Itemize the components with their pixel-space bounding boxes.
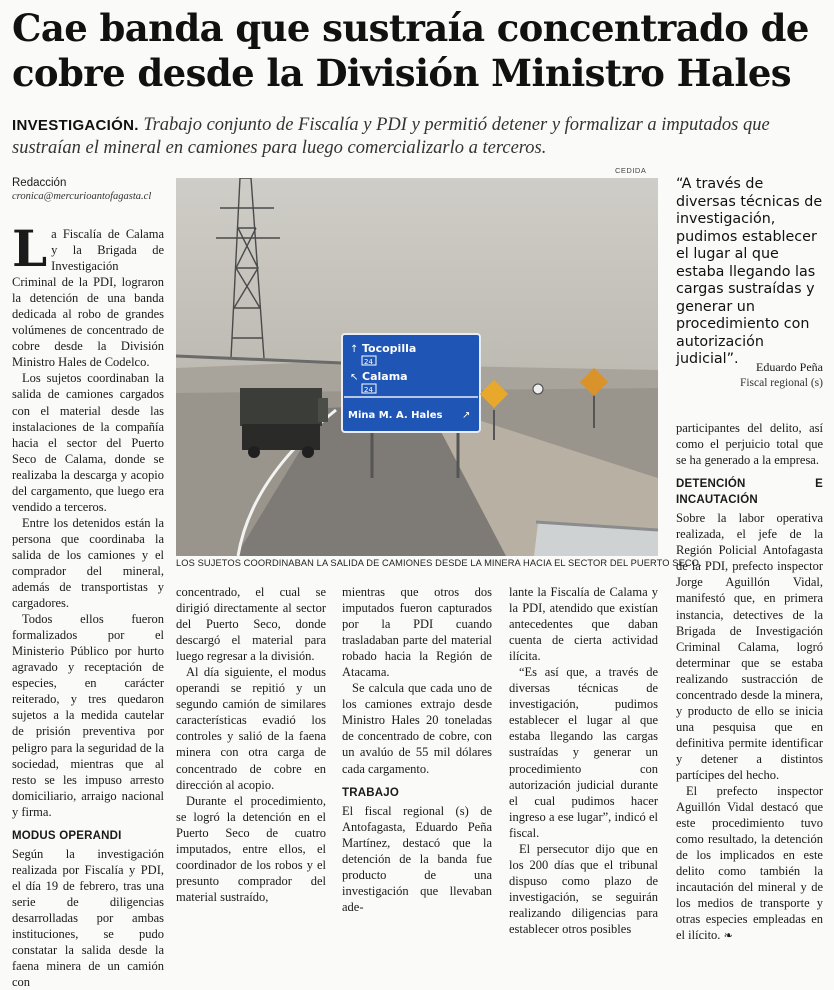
- paragraph: La Fiscalía de Calama y la Brigada de Investigación Criminal de la PDI, lograron la detención de una banda dedicada al robo de grandes volúmenes de concentrado de cobre desde la División Ministro Hales de Codelco.: [12, 219, 164, 370]
- photo-credit: CEDIDA: [615, 166, 647, 175]
- sign-line-2: Calama: [362, 370, 408, 383]
- photo-caption: LOS SUJETOS COORDINABAN LA SALIDA DE CAMIONES DESDE LA MINERA HACIA EL SECTOR DEL PUERTO SECO.: [176, 558, 702, 568]
- article-column-2: [176, 584, 326, 905]
- paragraph: Durante el procedimiento, se logró la detención en el Puerto Seco de cuatro imputados, entre ellos, el coordinador de los robos y el presunto comprador del material sustraído,: [176, 793, 326, 904]
- end-mark-icon: ❧: [723, 929, 733, 943]
- paragraph: concentrado, el cual se dirigió directamente al sector del Puerto Seco, donde descargó el material para luego regresar a la división.: [176, 585, 326, 664]
- headline: Cae banda que sustraía concentrado de cobre desde la División Ministro Hales: [12, 6, 809, 95]
- paragraph: El persecutor dijo que en los 200 días que el tribunal dispuso como plazo de investigación, se seguirán realizando diligencias para establecer otros posibles: [509, 841, 658, 936]
- paragraph: Entre los detenidos están la persona que coordinaba la salida de los camiones y el comprador del mineral, además de transportistas y cargadores.: [12, 515, 164, 611]
- article-column-4: [509, 584, 658, 937]
- paragraph: El fiscal regional (s) de Antofagasta, Eduardo Peña Martínez, destacó que la detención de la banda fue producto de una investigación que llevaban ade-: [342, 803, 492, 914]
- subheading-trabajo: TRABAJO: [342, 786, 399, 799]
- quote-author: Eduardo Peña: [756, 360, 823, 374]
- paragraph: mientras que otros dos imputados fueron capturados por la PDI cuando trasladaban parte del material robado hacia la Región de Atacama.: [342, 585, 492, 680]
- article-column-1: [12, 219, 164, 990]
- paragraph: Sobre la labor operativa realizada, el jefe de la Región Policial Antofagasta de la PDI, prefecto inspector Jorge Aguillón Vidal, manifestó que, en primera instancia, detectives de la Brigada de Investigación Criminal Calama, logró determinar que se estaba realizando sustracción de concentrado desde la minera, y producto de ello se inicia una pesquisa que en definitiva permite identificar y detener a distintos partícipes del hecho.: [676, 511, 823, 782]
- svg-text:↑: ↑: [350, 344, 359, 355]
- quote-role: Fiscal regional (s): [739, 377, 823, 389]
- paragraph: Todos ellos fueron formalizados por el Ministerio Público por hurto agravado y receptación de especies, en carácter reiterado, y tres quedaron sujetos a la medida cautelar de prisión preventiva por peligro para la seguridad de la sociedad, mientras que al resto se les impuso arresto domiciliario, arraigo nacional y firma.: [12, 612, 164, 819]
- paragraph: lante la Fiscalía de Calama y la PDI, atendido que existían antecedentes que daban cuenta de cierta actividad ilícita.: [509, 585, 658, 664]
- paragraph: Se calcula que cada uno de los camiones extrajo desde Ministro Hales 20 toneladas de concentrado de cobre, con un avalúo de 55 mil dólares cada cargamento.: [342, 681, 492, 776]
- paragraph: Los sujetos coordinaban la salida de camiones cargados con el material desde las instalaciones de la compañía hacia el sector del Puerto Seco de Calama, donde se realizaba la descarga y acopio del cargamento, que luego era vendido a terceros.: [12, 371, 164, 514]
- dropcap: L: [12, 219, 48, 278]
- sign-route-1: 24: [364, 358, 373, 366]
- svg-text:↗: ↗: [462, 410, 471, 421]
- highway-scene-image: [176, 178, 658, 556]
- lead-paragraph: [12, 114, 824, 159]
- article-column-5: [676, 420, 823, 945]
- byline: [12, 177, 164, 202]
- truck-icon: [240, 388, 328, 458]
- article-column-3: [342, 584, 492, 915]
- byline-email: cronica@mercurioantofagasta.cl: [12, 191, 152, 202]
- paragraph: Según la investigación realizada por Fiscalía y PDI, el día 19 de febrero, tras una serie de diligencias desarrolladas por ambas instituciones, se pudo constatar la salida desde la faena minera de un camión con: [12, 846, 164, 990]
- sign-route-2: 24: [364, 386, 373, 394]
- paragraph: El prefecto inspector Aguillón Vidal destacó que este procedimiento tuvo como resultado, la detención de los implicados en este delito como también la incautación del mineral y de los medios de transporte y otras especies empleadas en el ilícito. ❧: [676, 784, 823, 943]
- pull-quote: “A través de diversas técnicas de investigación, pudimos establecer el lugar al que estaba llegando las cargas sustraídas y generar un procedimiento con autorización judicial”.: [676, 176, 823, 367]
- news-photo: [176, 178, 658, 556]
- subheading-detencion: DETENCIÓN E INCAUTACIÓN: [676, 478, 823, 507]
- quote-attribution: [676, 360, 823, 389]
- paragraph: participantes del delito, así como el perjuicio total que se ha generado a la empresa.: [676, 421, 823, 468]
- byline-author: Redacción: [12, 177, 67, 189]
- sign-line-1: Tocopilla: [362, 342, 417, 355]
- subheading-modus-operandi: MODUS OPERANDI: [12, 829, 122, 842]
- paragraph: “Es así que, a través de diversas técnicas de investigación, pudimos establecer el lugar al que estaba llegando las cargas sustraídas y generar un procedimiento con autorización judicial durante el cual pudimos hacer ingreso a ese lugar”, indicó el fiscal.: [509, 665, 658, 840]
- paragraph: Al día siguiente, el modus operandi se repitió y un segundo camión de similares características evadió los controles y salió de la faena minera con otra carga de concentrado de cobre en dirección al acopio.: [176, 665, 326, 792]
- deck-text: Trabajo conjunto de Fiscalía y PDI y permitió detener y formalizar a imputados que sustraían el mineral en camiones para luego comercializarlo a terceros.: [12, 115, 770, 158]
- sign-line-3: Mina M. A. Hales: [348, 410, 443, 421]
- section-kicker: INVESTIGACIÓN.: [12, 117, 139, 134]
- svg-text:↖: ↖: [350, 372, 359, 383]
